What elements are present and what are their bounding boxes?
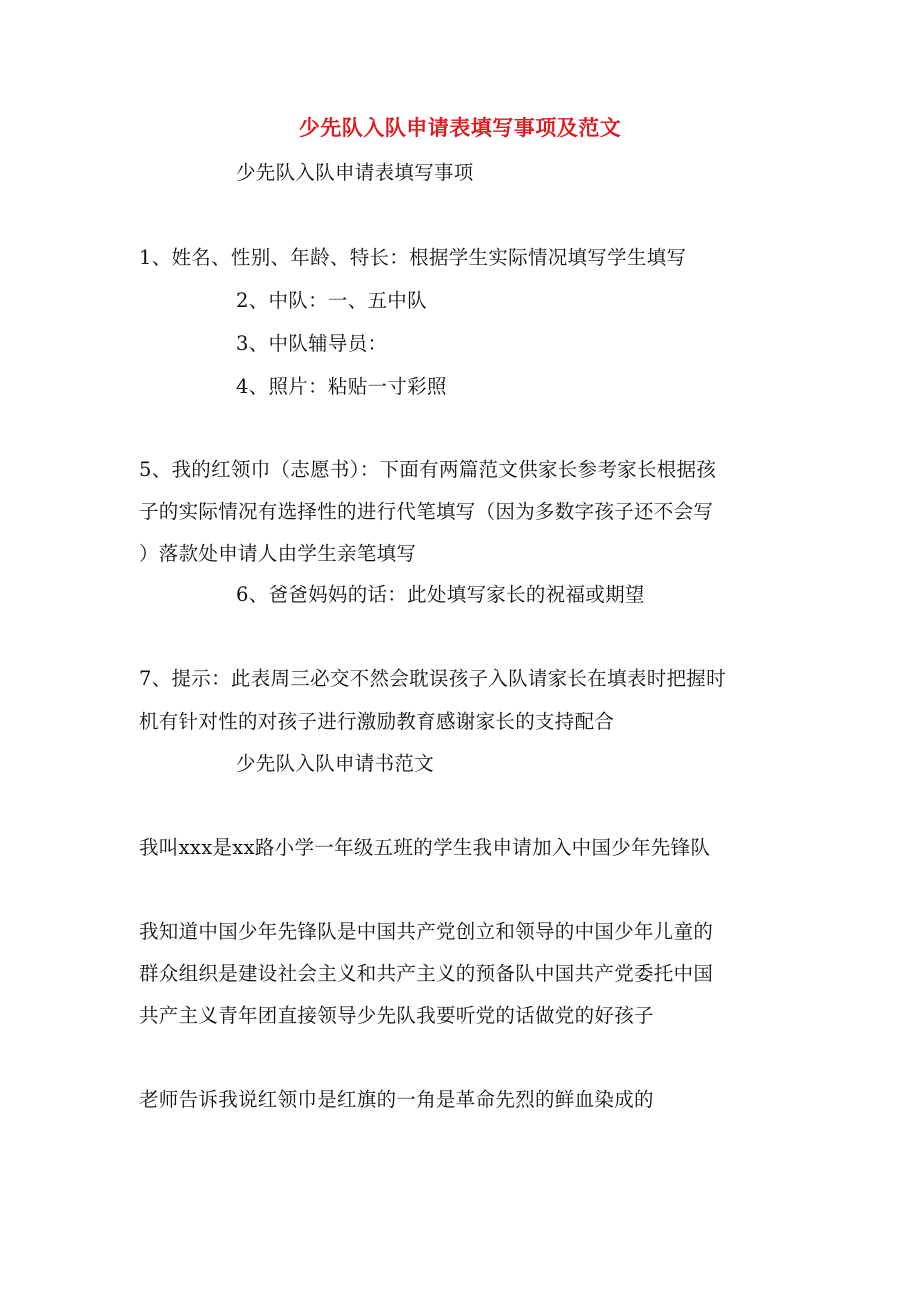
sample-paragraph-2-line-1: 我知道中国少年先锋队是中国共产党创立和领导的中国少年儿童的 xyxy=(139,920,714,943)
instruction-item-3: 3、中队辅导员： xyxy=(236,332,388,355)
instruction-item-7-line-1: 7、提示：此表周三必交不然会耽误孩子入队请家长在填表时把握时 xyxy=(139,667,726,690)
instruction-item-2: 2、中队：一、五中队 xyxy=(236,289,427,312)
sample-paragraph-3: 老师告诉我说红领巾是红旗的一角是革命先烈的鲜血染成的 xyxy=(139,1088,654,1111)
instruction-item-1: 1、姓名、性别、年龄、特长：根据学生实际情况填写学生填写 xyxy=(139,246,687,269)
section-subtitle: 少先队入队申请表填写事项 xyxy=(236,161,474,184)
sample-heading: 少先队入队申请书范文 xyxy=(236,752,435,775)
sample-paragraph-1: 我叫xxx是xx路小学一年级五班的学生我申请加入中国少年先锋队 xyxy=(139,836,711,859)
document-title: 少先队入队申请表填写事项及范文 xyxy=(298,116,622,140)
instruction-item-7-line-2: 机有针对性的对孩子进行激励教育感谢家长的支持配合 xyxy=(139,710,615,733)
sample-paragraph-2-line-3: 共产主义青年团直接领导少先队我要听党的话做党的好孩子 xyxy=(139,1004,654,1027)
instruction-item-6: 6、爸爸妈妈的话：此处填写家长的祝福或期望 xyxy=(236,583,645,606)
instruction-item-4: 4、照片：粘贴一寸彩照 xyxy=(236,375,447,398)
instruction-item-5-line-2: 子的实际情况有选择性的进行代笔填写（因为多数字孩子还不会写 xyxy=(139,500,714,523)
instruction-item-5-line-3: ）落款处申请人由学生亲笔填写 xyxy=(139,542,417,565)
sample-paragraph-2-line-2: 群众组织是建设社会主义和共产主义的预备队中国共产党委托中国 xyxy=(139,962,714,985)
instruction-item-5-line-1: 5、我的红领巾（志愿书）：下面有两篇范文供家长参考家长根据孩 xyxy=(139,458,717,481)
